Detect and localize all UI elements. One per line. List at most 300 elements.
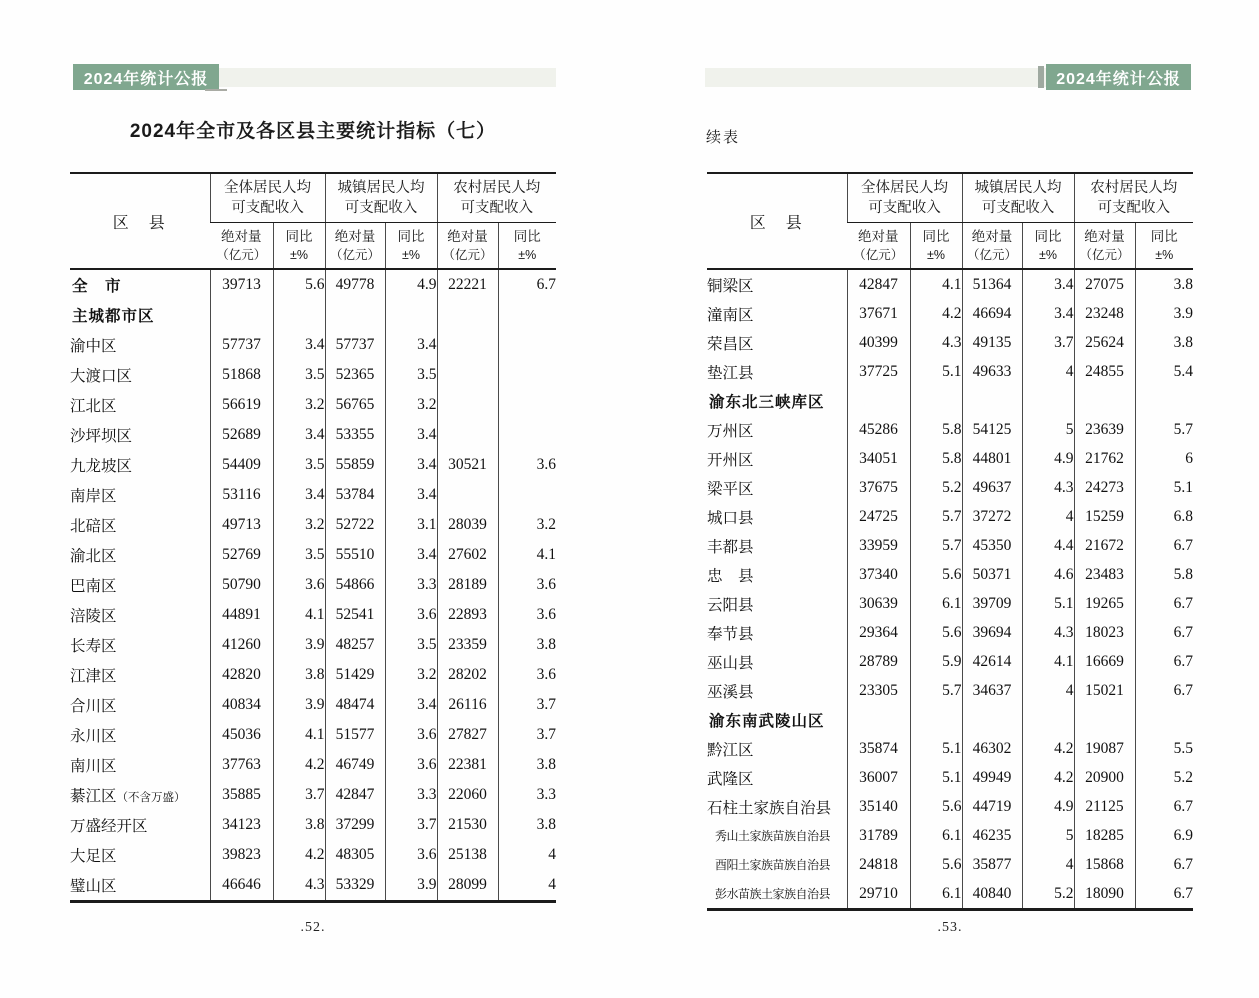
yoy-value-cell: 3.5 <box>273 450 325 480</box>
region-name-cell: 合川区 <box>70 698 117 715</box>
table-row <box>70 420 556 450</box>
yoy-value-cell: 4.1 <box>273 720 325 750</box>
region-name-cell: 铜梁区 <box>707 277 754 295</box>
table-row <box>707 647 1193 676</box>
region-name-cell: 垫江县 <box>707 364 754 382</box>
absolute-value-cell: 27827 <box>437 720 498 750</box>
absolute-value-cell: 51577 <box>325 720 385 750</box>
col-header-absolute: 绝对量 （亿元） <box>962 223 1022 270</box>
absolute-value-cell: 18285 <box>1074 821 1135 850</box>
table-row <box>707 705 1193 734</box>
absolute-value-cell <box>437 330 498 360</box>
table-row <box>707 734 1193 763</box>
yoy-value-cell: 3.6 <box>498 660 556 690</box>
yoy-value-cell: 5.6 <box>910 618 962 647</box>
header-band-right <box>705 68 1046 87</box>
absolute-value-cell: 29710 <box>847 879 910 910</box>
yoy-value-cell: 5.7 <box>910 502 962 531</box>
yoy-value-cell <box>1022 705 1074 734</box>
absolute-value-cell <box>847 705 910 734</box>
absolute-value-cell: 24855 <box>1074 357 1135 386</box>
yoy-value-cell: 3.3 <box>385 570 437 600</box>
absolute-value-cell: 25138 <box>437 840 498 870</box>
region-name-cell: 巫山县 <box>707 654 754 672</box>
yoy-value-cell: 3.5 <box>273 540 325 570</box>
table-row <box>70 450 556 480</box>
absolute-value-cell: 48257 <box>325 630 385 660</box>
absolute-value-cell: 48474 <box>325 690 385 720</box>
absolute-value-cell: 22381 <box>437 750 498 780</box>
absolute-value-cell: 45286 <box>847 415 910 444</box>
absolute-value-cell: 48305 <box>325 840 385 870</box>
table-row <box>70 600 556 630</box>
region-name-cell: 沙坪坝区 <box>70 428 133 445</box>
col-header-yoy: 同比 ±% <box>1135 223 1193 270</box>
absolute-value-cell: 23305 <box>847 676 910 705</box>
table-row <box>707 560 1193 589</box>
region-name-cell: 开州区 <box>707 451 754 469</box>
absolute-value-cell: 37725 <box>847 357 910 386</box>
table-row <box>707 850 1193 879</box>
yoy-value-cell: 5.7 <box>1135 415 1193 444</box>
yoy-value-cell <box>498 360 556 390</box>
region-name-cell: 忠 县 <box>707 567 754 585</box>
yoy-value-cell <box>498 390 556 420</box>
yoy-value-cell <box>910 386 962 415</box>
yoy-value-cell: 3.6 <box>498 600 556 630</box>
absolute-value-cell: 40840 <box>962 879 1022 910</box>
table-row <box>707 473 1193 502</box>
yoy-value-cell: 3.4 <box>385 690 437 720</box>
yoy-value-cell: 3.4 <box>385 330 437 360</box>
yoy-value-cell: 3.4 <box>1022 299 1074 328</box>
yoy-value-cell: 3.2 <box>498 510 556 540</box>
stats-table-right <box>707 172 1193 911</box>
yoy-value-cell: 3.5 <box>385 360 437 390</box>
table-row <box>70 750 556 780</box>
statistics-table <box>707 172 1193 911</box>
yoy-value-cell: 6.7 <box>498 269 556 300</box>
yoy-value-cell: 5.7 <box>910 676 962 705</box>
region-name-cell: 云阳县 <box>707 596 754 614</box>
region-name-cell: 北碚区 <box>70 518 117 535</box>
col-header-group-1: 城镇居民人均 可支配收入 <box>325 173 437 223</box>
yoy-value-cell: 4.9 <box>1022 792 1074 821</box>
absolute-value-cell: 25624 <box>1074 328 1135 357</box>
absolute-value-cell: 39694 <box>962 618 1022 647</box>
absolute-value-cell: 29364 <box>847 618 910 647</box>
header-band-cap-right <box>1038 66 1044 88</box>
region-name-cell: 渝北区 <box>70 548 117 565</box>
absolute-value-cell: 30639 <box>847 589 910 618</box>
absolute-value-cell: 45036 <box>210 720 273 750</box>
yoy-value-cell: 4.2 <box>1022 763 1074 792</box>
yoy-value-cell: 6.1 <box>910 879 962 910</box>
region-name-cell: 巴南区 <box>70 578 117 595</box>
table-row <box>707 386 1193 415</box>
absolute-value-cell <box>847 386 910 415</box>
absolute-value-cell: 44891 <box>210 600 273 630</box>
yoy-value-cell: 3.6 <box>385 750 437 780</box>
absolute-value-cell: 28039 <box>437 510 498 540</box>
absolute-value-cell: 34123 <box>210 810 273 840</box>
absolute-value-cell: 55859 <box>325 450 385 480</box>
yoy-value-cell: 6.9 <box>1135 821 1193 850</box>
yoy-value-cell: 4 <box>1022 850 1074 879</box>
absolute-value-cell: 22893 <box>437 600 498 630</box>
absolute-value-cell: 21125 <box>1074 792 1135 821</box>
yoy-value-cell <box>1135 386 1193 415</box>
absolute-value-cell: 24725 <box>847 502 910 531</box>
col-header-region: 区 县 <box>70 173 210 269</box>
absolute-value-cell: 28099 <box>437 870 498 902</box>
table-row <box>70 269 556 300</box>
region-name-cell: 万州区 <box>707 422 754 440</box>
table-row <box>70 870 556 902</box>
table-row <box>707 357 1193 386</box>
absolute-value-cell: 41260 <box>210 630 273 660</box>
yoy-value-cell: 3.6 <box>498 450 556 480</box>
yoy-value-cell: 4.1 <box>273 600 325 630</box>
table-row <box>707 792 1193 821</box>
yoy-value-cell: 3.7 <box>498 690 556 720</box>
absolute-value-cell: 31789 <box>847 821 910 850</box>
yoy-value-cell: 3.8 <box>1135 328 1193 357</box>
absolute-value-cell: 30521 <box>437 450 498 480</box>
absolute-value-cell: 21530 <box>437 810 498 840</box>
table-row <box>707 879 1193 910</box>
table-row <box>707 676 1193 705</box>
absolute-value-cell: 53784 <box>325 480 385 510</box>
region-name-cell: 秀山土家族苗族自治县 <box>715 829 831 843</box>
yoy-value-cell: 3.8 <box>498 810 556 840</box>
yoy-value-cell: 4.2 <box>273 840 325 870</box>
region-name-cell: 酉阳土家族苗族自治县 <box>715 858 831 872</box>
yoy-value-cell: 5.6 <box>910 850 962 879</box>
region-name-cell: 全 市 <box>72 278 122 295</box>
page-number-right: .53. <box>937 920 963 935</box>
yoy-value-cell: 4 <box>1022 676 1074 705</box>
yoy-value-cell: 6.1 <box>910 589 962 618</box>
absolute-value-cell: 49633 <box>962 357 1022 386</box>
absolute-value-cell <box>962 386 1022 415</box>
absolute-value-cell: 35877 <box>962 850 1022 879</box>
yoy-value-cell: 5.5 <box>1135 734 1193 763</box>
absolute-value-cell: 39713 <box>210 269 273 300</box>
absolute-value-cell: 42820 <box>210 660 273 690</box>
yoy-value-cell <box>498 480 556 510</box>
col-header-yoy: 同比 ±% <box>1022 223 1074 270</box>
absolute-value-cell: 16669 <box>1074 647 1135 676</box>
absolute-value-cell: 23359 <box>437 630 498 660</box>
absolute-value-cell: 15259 <box>1074 502 1135 531</box>
statistics-table <box>70 172 556 903</box>
yoy-value-cell: 3.4 <box>273 420 325 450</box>
table-row <box>707 589 1193 618</box>
table-row <box>70 840 556 870</box>
absolute-value-cell: 49778 <box>325 269 385 300</box>
yoy-value-cell: 6.1 <box>910 821 962 850</box>
table-row <box>70 630 556 660</box>
absolute-value-cell: 45350 <box>962 531 1022 560</box>
table-row <box>707 415 1193 444</box>
table-row <box>70 690 556 720</box>
yoy-value-cell <box>385 300 437 330</box>
yoy-value-cell: 5.9 <box>910 647 962 676</box>
region-name-cell: 南川区 <box>70 758 117 775</box>
table-row <box>707 763 1193 792</box>
absolute-value-cell: 55510 <box>325 540 385 570</box>
absolute-value-cell: 37675 <box>847 473 910 502</box>
absolute-value-cell: 49135 <box>962 328 1022 357</box>
absolute-value-cell: 15868 <box>1074 850 1135 879</box>
yoy-value-cell: 3.9 <box>385 870 437 902</box>
region-name-cell: 南岸区 <box>70 488 117 505</box>
absolute-value-cell: 50790 <box>210 570 273 600</box>
yoy-value-cell: 3.9 <box>273 630 325 660</box>
yoy-value-cell: 4.9 <box>385 269 437 300</box>
table-row <box>70 660 556 690</box>
yoy-value-cell: 4.2 <box>1022 734 1074 763</box>
absolute-value-cell: 52541 <box>325 600 385 630</box>
col-header-absolute: 绝对量 （亿元） <box>210 223 273 270</box>
absolute-value-cell: 42847 <box>325 780 385 810</box>
absolute-value-cell: 15021 <box>1074 676 1135 705</box>
absolute-value-cell: 54866 <box>325 570 385 600</box>
yoy-value-cell: 3.3 <box>498 780 556 810</box>
yoy-value-cell: 3.6 <box>498 570 556 600</box>
absolute-value-cell: 49637 <box>962 473 1022 502</box>
absolute-value-cell: 56765 <box>325 390 385 420</box>
yoy-value-cell: 4.1 <box>498 540 556 570</box>
yoy-value-cell: 3.4 <box>273 480 325 510</box>
table-row <box>707 618 1193 647</box>
yoy-value-cell: 6.7 <box>1135 531 1193 560</box>
absolute-value-cell: 42847 <box>847 269 910 299</box>
yoy-value-cell <box>498 330 556 360</box>
absolute-value-cell: 20900 <box>1074 763 1135 792</box>
region-name-cell: 武隆区 <box>707 770 754 788</box>
col-header-absolute: 绝对量 （亿元） <box>1074 223 1135 270</box>
absolute-value-cell <box>437 300 498 330</box>
yoy-value-cell: 5.2 <box>1135 763 1193 792</box>
yoy-value-cell: 3.4 <box>273 330 325 360</box>
absolute-value-cell: 27075 <box>1074 269 1135 299</box>
table-row <box>70 540 556 570</box>
yoy-value-cell: 5.8 <box>910 415 962 444</box>
yoy-value-cell: 3.8 <box>273 810 325 840</box>
yoy-value-cell: 6.8 <box>1135 502 1193 531</box>
col-header-yoy: 同比 ±% <box>498 223 556 270</box>
absolute-value-cell <box>437 420 498 450</box>
yoy-value-cell: 4 <box>498 870 556 902</box>
yoy-value-cell: 4 <box>1022 357 1074 386</box>
absolute-value-cell: 46646 <box>210 870 273 902</box>
yoy-value-cell: 3.7 <box>498 720 556 750</box>
absolute-value-cell: 46749 <box>325 750 385 780</box>
region-name-cell: 江北区 <box>70 398 117 415</box>
region-name-cell: 城口县 <box>707 509 754 527</box>
yoy-value-cell: 3.6 <box>273 570 325 600</box>
table-row <box>70 570 556 600</box>
yoy-value-cell: 4.6 <box>1022 560 1074 589</box>
table-row <box>70 390 556 420</box>
region-name-cell: 石柱土家族自治县 <box>707 799 832 817</box>
region-name-cell: 奉节县 <box>707 625 754 643</box>
yoy-value-cell: 3.9 <box>273 690 325 720</box>
absolute-value-cell: 51868 <box>210 360 273 390</box>
region-name-cell: 江津区 <box>70 668 117 685</box>
absolute-value-cell: 35140 <box>847 792 910 821</box>
table-row <box>70 780 556 810</box>
absolute-value-cell: 53116 <box>210 480 273 510</box>
table-row <box>707 269 1193 299</box>
col-header-region: 区 县 <box>707 173 847 269</box>
header-tick-left <box>205 89 227 91</box>
yoy-value-cell: 5.4 <box>1135 357 1193 386</box>
absolute-value-cell <box>437 480 498 510</box>
col-header-yoy: 同比 ±% <box>273 223 325 270</box>
region-name-cell: 彭水苗族土家族自治县 <box>715 887 831 901</box>
yoy-value-cell: 3.7 <box>273 780 325 810</box>
yoy-value-cell: 5.6 <box>910 792 962 821</box>
yoy-value-cell <box>1135 705 1193 734</box>
absolute-value-cell: 52365 <box>325 360 385 390</box>
absolute-value-cell <box>325 300 385 330</box>
yoy-value-cell: 3.2 <box>273 390 325 420</box>
yoy-value-cell: 3.9 <box>1135 299 1193 328</box>
yoy-value-cell: 4.3 <box>1022 473 1074 502</box>
yoy-value-cell: 5 <box>1022 821 1074 850</box>
table-row <box>70 480 556 510</box>
yoy-value-cell: 3.8 <box>1135 269 1193 299</box>
yoy-value-cell: 5.1 <box>1135 473 1193 502</box>
stats-table-left <box>70 172 556 903</box>
yoy-value-cell: 5.6 <box>910 560 962 589</box>
absolute-value-cell: 49713 <box>210 510 273 540</box>
yoy-value-cell: 5.2 <box>910 473 962 502</box>
absolute-value-cell: 21762 <box>1074 444 1135 473</box>
region-name-cell: 大渡口区 <box>70 368 133 385</box>
yoy-value-cell: 4.3 <box>1022 618 1074 647</box>
absolute-value-cell: 18023 <box>1074 618 1135 647</box>
yoy-value-cell: 6 <box>1135 444 1193 473</box>
region-name-cell: 渝东北三峡库区 <box>709 393 825 411</box>
yoy-value-cell: 6.7 <box>1135 879 1193 910</box>
col-header-group-2: 农村居民人均 可支配收入 <box>437 173 556 223</box>
yoy-value-cell: 6.7 <box>1135 676 1193 705</box>
yoy-value-cell <box>910 705 962 734</box>
region-name-cell: 大足区 <box>70 848 117 865</box>
yoy-value-cell: 5.1 <box>1022 589 1074 618</box>
yoy-value-cell: 4 <box>498 840 556 870</box>
yoy-value-cell: 3.4 <box>385 450 437 480</box>
yoy-value-cell: 5.6 <box>273 269 325 300</box>
table-row <box>707 502 1193 531</box>
region-name-cell: 主城都市区 <box>72 308 155 325</box>
table-row <box>70 360 556 390</box>
absolute-value-cell: 52689 <box>210 420 273 450</box>
region-name-cell: 黔江区 <box>707 741 754 759</box>
yoy-value-cell: 4.9 <box>1022 444 1074 473</box>
absolute-value-cell: 21672 <box>1074 531 1135 560</box>
absolute-value-cell: 46235 <box>962 821 1022 850</box>
yoy-value-cell: 3.7 <box>385 810 437 840</box>
absolute-value-cell: 36007 <box>847 763 910 792</box>
absolute-value-cell: 23248 <box>1074 299 1135 328</box>
yoy-value-cell: 3.4 <box>1022 269 1074 299</box>
absolute-value-cell: 34637 <box>962 676 1022 705</box>
yoy-value-cell: 6.7 <box>1135 792 1193 821</box>
absolute-value-cell: 24273 <box>1074 473 1135 502</box>
absolute-value-cell: 44719 <box>962 792 1022 821</box>
absolute-value-cell: 56619 <box>210 390 273 420</box>
absolute-value-cell: 24818 <box>847 850 910 879</box>
absolute-value-cell: 37299 <box>325 810 385 840</box>
absolute-value-cell: 42614 <box>962 647 1022 676</box>
region-name-cell: 璧山区 <box>70 878 117 895</box>
yoy-value-cell: 6.7 <box>1135 618 1193 647</box>
absolute-value-cell: 33959 <box>847 531 910 560</box>
region-name-cell: 九龙坡区 <box>70 458 133 475</box>
yoy-value-cell <box>498 420 556 450</box>
absolute-value-cell: 23639 <box>1074 415 1135 444</box>
yoy-value-cell: 5.1 <box>910 734 962 763</box>
yoy-value-cell: 3.5 <box>385 630 437 660</box>
absolute-value-cell <box>437 360 498 390</box>
region-name-cell: 涪陵区 <box>70 608 117 625</box>
table-row <box>707 328 1193 357</box>
table-row <box>707 299 1193 328</box>
absolute-value-cell <box>437 390 498 420</box>
table-row <box>70 300 556 330</box>
absolute-value-cell: 52722 <box>325 510 385 540</box>
region-name-cell: 长寿区 <box>70 638 117 655</box>
region-name-cell: 永川区 <box>70 728 117 745</box>
col-header-yoy: 同比 ±% <box>385 223 437 270</box>
yoy-value-cell <box>1022 386 1074 415</box>
yoy-value-cell: 3.1 <box>385 510 437 540</box>
table-title: 2024年全市及各区县主要统计指标（七） <box>129 121 497 142</box>
absolute-value-cell: 57737 <box>210 330 273 360</box>
yoy-value-cell: 3.2 <box>385 660 437 690</box>
absolute-value-cell: 26116 <box>437 690 498 720</box>
yoy-value-cell: 4.2 <box>273 750 325 780</box>
absolute-value-cell: 54125 <box>962 415 1022 444</box>
yoy-value-cell: 4.3 <box>910 328 962 357</box>
table-row <box>70 510 556 540</box>
absolute-value-cell: 49949 <box>962 763 1022 792</box>
yoy-value-cell: 6.7 <box>1135 589 1193 618</box>
region-name-cell: 巫溪县 <box>707 683 754 701</box>
col-header-group-2: 农村居民人均 可支配收入 <box>1074 173 1193 223</box>
yoy-value-cell: 4 <box>1022 502 1074 531</box>
absolute-value-cell <box>1074 705 1135 734</box>
continuation-label: 续表 <box>706 129 741 146</box>
yoy-value-cell: 5.8 <box>1135 560 1193 589</box>
absolute-value-cell: 23483 <box>1074 560 1135 589</box>
col-header-absolute: 绝对量 （亿元） <box>437 223 498 270</box>
absolute-value-cell: 22060 <box>437 780 498 810</box>
yoy-value-cell: 3.4 <box>385 540 437 570</box>
region-name-cell: 渝东南武陵山区 <box>709 712 825 730</box>
absolute-value-cell: 44801 <box>962 444 1022 473</box>
yoy-value-cell: 3.6 <box>385 720 437 750</box>
yoy-value-cell: 5 <box>1022 415 1074 444</box>
table-row <box>70 810 556 840</box>
yoy-value-cell: 3.6 <box>385 600 437 630</box>
region-name-cell: 梁平区 <box>707 480 754 498</box>
